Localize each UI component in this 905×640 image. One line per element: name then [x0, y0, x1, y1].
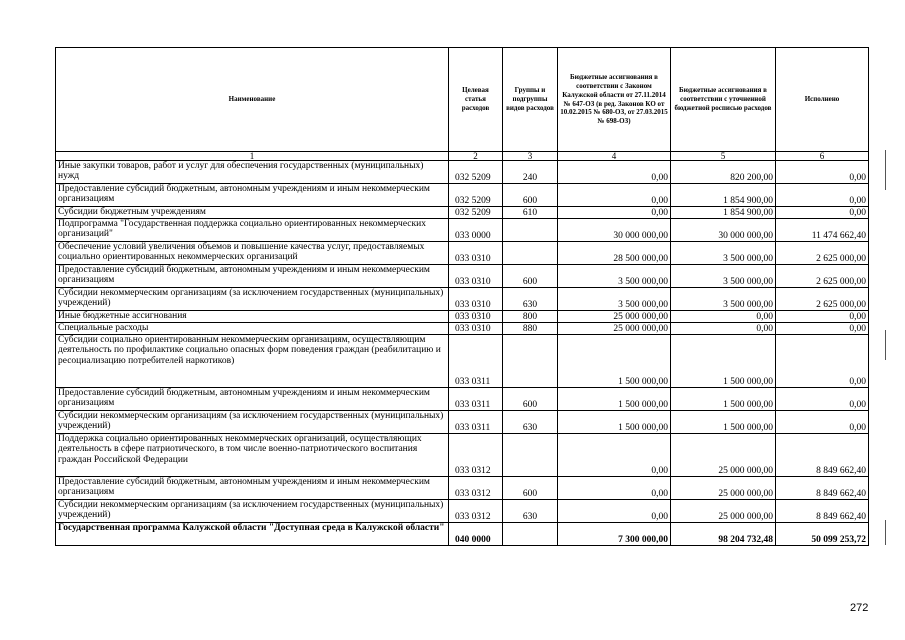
table-row: [56, 184, 869, 207]
row-executed: 2 625 000,00: [776, 265, 869, 288]
row-executed: 8 849 662,40: [776, 434, 869, 477]
row-budget-law: 7 300 000,00: [558, 523, 671, 546]
table-row: [56, 242, 869, 265]
table-row: [56, 335, 869, 388]
row-budget-law: 0,00: [558, 477, 671, 500]
row-budget-refined: 25 000 000,00: [671, 477, 776, 500]
table-row: [56, 288, 869, 311]
col-number: 1: [56, 152, 449, 161]
row-target-code: 033 0310: [449, 311, 503, 323]
row-budget-refined: 98 204 732,48: [671, 523, 776, 546]
row-executed: 0,00: [776, 388, 869, 411]
row-target-code: 033 0312: [449, 500, 503, 523]
row-executed: 0,00: [776, 184, 869, 207]
row-group-code: 610: [503, 207, 558, 219]
row-name: Иные закупки товаров, работ и услуг для обеспечения государственных (муниципальных) нужд: [56, 161, 449, 184]
row-budget-refined: 25 000 000,00: [671, 434, 776, 477]
row-target-code: 033 0311: [449, 411, 503, 434]
row-budget-refined: 1 500 000,00: [671, 388, 776, 411]
column-number-row: [56, 152, 869, 161]
col-number: 5: [671, 152, 776, 161]
table-row: [56, 434, 869, 477]
table-row: [56, 161, 869, 184]
row-executed: 2 625 000,00: [776, 288, 869, 311]
row-name: Предоставление субсидий бюджетным, автономным учреждениям и иным некоммерческим организациям: [56, 388, 449, 411]
row-budget-refined: 3 500 000,00: [671, 288, 776, 311]
row-group-code: 240: [503, 161, 558, 184]
table-row: [56, 477, 869, 500]
row-budget-refined: 0,00: [671, 311, 776, 323]
row-target-code: 032 5209: [449, 207, 503, 219]
row-target-code: 033 0310: [449, 323, 503, 335]
row-group-code: 630: [503, 411, 558, 434]
row-group-code: 600: [503, 477, 558, 500]
row-group-code: 630: [503, 500, 558, 523]
row-budget-refined: 3 500 000,00: [671, 265, 776, 288]
row-budget-law: 3 500 000,00: [558, 265, 671, 288]
row-group-code: 630: [503, 288, 558, 311]
row-executed: 0,00: [776, 323, 869, 335]
row-target-code: 040 0000: [449, 523, 503, 546]
row-budget-law: 25 000 000,00: [558, 323, 671, 335]
col-number: 2: [449, 152, 503, 161]
row-budget-refined: 0,00: [671, 323, 776, 335]
row-executed: 0,00: [776, 411, 869, 434]
table-row: [56, 265, 869, 288]
row-group-code: 800: [503, 311, 558, 323]
row-budget-refined: 25 000 000,00: [671, 500, 776, 523]
row-group-code: 880: [503, 323, 558, 335]
table-row: [56, 311, 869, 323]
row-budget-law: 0,00: [558, 500, 671, 523]
row-executed: 0,00: [776, 311, 869, 323]
row-target-code: 033 0311: [449, 335, 503, 388]
row-target-code: 033 0000: [449, 219, 503, 242]
row-budget-refined: 1 500 000,00: [671, 335, 776, 388]
row-name: Государственная программа Калужской области "Доступная среда в Калужской области": [56, 523, 449, 546]
row-budget-refined: 1 854 900,00: [671, 184, 776, 207]
table-row: [56, 500, 869, 523]
row-name: Иные бюджетные ассигнования: [56, 311, 449, 323]
row-group-code: 600: [503, 184, 558, 207]
row-budget-refined: 1 500 000,00: [671, 411, 776, 434]
row-name: Субсидии социально ориентированным некоммерческим организациям, осуществляющим деятельность по профилактике социально опасных форм поведения граждан (реабилитацию и ресоциализацию потребителей наркотиков): [56, 335, 449, 388]
scan-edge-mark: [885, 330, 886, 360]
row-name: Субсидии бюджетным учреждениям: [56, 207, 449, 219]
row-budget-law: 1 500 000,00: [558, 411, 671, 434]
col-header-budget-refined: Бюджетные ассигнования в соответствии с уточненной бюджетной росписью расходов: [671, 48, 776, 152]
col-header-executed: Исполнено: [776, 48, 869, 152]
row-budget-law: 3 500 000,00: [558, 288, 671, 311]
row-name: Субсидии некоммерческим организациям (за исключением государственных (муниципальных) учреждений): [56, 500, 449, 523]
row-group-code: 600: [503, 388, 558, 411]
row-budget-refined: 820 200,00: [671, 161, 776, 184]
header-row: [56, 48, 869, 152]
scan-edge-mark: [885, 150, 886, 190]
row-budget-law: 28 500 000,00: [558, 242, 671, 265]
table-row: [56, 411, 869, 434]
row-budget-law: 0,00: [558, 207, 671, 219]
row-budget-refined: 30 000 000,00: [671, 219, 776, 242]
row-target-code: 033 0310: [449, 242, 503, 265]
row-name: Подпрограмма "Государственная поддержка социально ориентированных некоммерческих организаций": [56, 219, 449, 242]
row-group-code: [503, 434, 558, 477]
row-target-code: 033 0312: [449, 477, 503, 500]
row-group-code: [503, 242, 558, 265]
budget-table: [55, 47, 869, 546]
row-group-code: [503, 219, 558, 242]
col-header-group: Группы и подгруппы видов расходов: [503, 48, 558, 152]
page-number: 272: [850, 602, 869, 614]
row-executed: 50 099 253,72: [776, 523, 869, 546]
row-name: Предоставление субсидий бюджетным, автономным учреждениям и иным некоммерческим организациям: [56, 265, 449, 288]
row-name: Предоставление субсидий бюджетным, автономным учреждениям и иным некоммерческим организациям: [56, 477, 449, 500]
row-target-code: 033 0311: [449, 388, 503, 411]
table-row: [56, 323, 869, 335]
table-row: [56, 523, 869, 546]
table-row: [56, 207, 869, 219]
row-budget-law: 25 000 000,00: [558, 311, 671, 323]
row-executed: 8 849 662,40: [776, 500, 869, 523]
row-budget-refined: 3 500 000,00: [671, 242, 776, 265]
row-name: Поддержка социально ориентированных некоммерческих организаций, осуществляющих деятельность в сфере патриотического, в том числе военно-патриотического воспитания граждан Российской Федерации: [56, 434, 449, 477]
row-group-code: 600: [503, 265, 558, 288]
table-row: [56, 219, 869, 242]
row-budget-law: 1 500 000,00: [558, 335, 671, 388]
row-budget-law: 0,00: [558, 184, 671, 207]
col-header-target: Целевая статья расходов: [449, 48, 503, 152]
row-name: Субсидии некоммерческим организациям (за исключением государственных (муниципальных) учреждений): [56, 411, 449, 434]
row-group-code: [503, 335, 558, 388]
col-header-name: Наименование: [56, 48, 449, 152]
row-name: Субсидии некоммерческим организациям (за исключением государственных (муниципальных) учреждений): [56, 288, 449, 311]
row-executed: 0,00: [776, 207, 869, 219]
row-budget-law: 0,00: [558, 434, 671, 477]
row-group-code: [503, 523, 558, 546]
row-target-code: 032 5209: [449, 161, 503, 184]
row-executed: 11 474 662,40: [776, 219, 869, 242]
row-name: Предоставление субсидий бюджетным, автономным учреждениям и иным некоммерческим организациям: [56, 184, 449, 207]
row-executed: 0,00: [776, 335, 869, 388]
col-number: 3: [503, 152, 558, 161]
row-executed: 8 849 662,40: [776, 477, 869, 500]
col-number: 4: [558, 152, 671, 161]
row-target-code: 032 5209: [449, 184, 503, 207]
row-budget-law: 0,00: [558, 161, 671, 184]
col-header-budget-law: Бюджетные ассигнования в соответствии с Законом Калужской области от 27.11.2014 № 647-ОЗ (в ред. Законов КО от 10.02.2015 № 680-ОЗ, от 27.03.2015 № 698-ОЗ): [558, 48, 671, 152]
table-row: [56, 388, 869, 411]
row-target-code: 033 0310: [449, 265, 503, 288]
row-name: Специальные расходы: [56, 323, 449, 335]
row-budget-law: 30 000 000,00: [558, 219, 671, 242]
row-target-code: 033 0310: [449, 288, 503, 311]
row-budget-law: 1 500 000,00: [558, 388, 671, 411]
scan-edge-mark: [885, 520, 886, 545]
row-executed: 2 625 000,00: [776, 242, 869, 265]
row-budget-refined: 1 854 900,00: [671, 207, 776, 219]
row-target-code: 033 0312: [449, 434, 503, 477]
row-name: Обеспечение условий увеличения объемов и повышение качества услуг, предоставляемых социально ориентированных некоммерческих организаций: [56, 242, 449, 265]
col-number: 6: [776, 152, 869, 161]
row-executed: 0,00: [776, 161, 869, 184]
